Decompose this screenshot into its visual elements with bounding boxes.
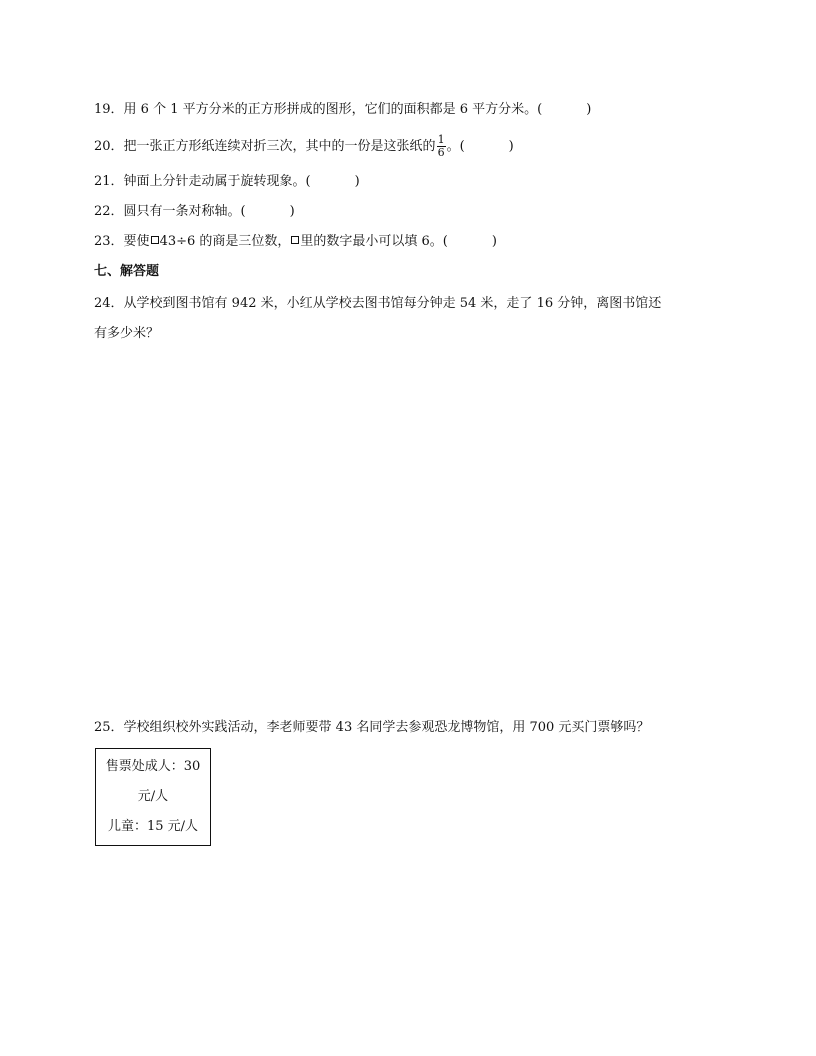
ticket-price-box (95, 748, 211, 846)
close-paren: ) (586, 102, 592, 117)
question-text-before: 要使 (123, 234, 150, 249)
close-paren: ) (354, 174, 360, 189)
question-number: 25． (94, 720, 124, 735)
question-24 (94, 294, 661, 314)
close-paren: ) (289, 204, 295, 219)
question-number: 23． (94, 234, 124, 249)
fraction (437, 134, 446, 159)
question-number: 21． (94, 174, 124, 189)
question-text-line1: 从学校到图书馆有 942 米，小红从学校去图书馆每分钟走 54 米，走了 16 分钟，离图书馆还 (123, 296, 662, 311)
question-text-mid: 43÷6 的商是三位数， (159, 234, 291, 249)
question-19 (94, 100, 591, 120)
question-25 (94, 718, 649, 738)
ticket-line-child: 儿童：15 元/人 (107, 819, 199, 834)
question-text: 用 6 个 1 平方分米的正方形拼成的图形，它们的面积都是 6 平方分米。( (123, 102, 543, 117)
close-paren: ) (491, 234, 497, 249)
square-placeholder-icon (291, 236, 299, 244)
question-text: 把一张正方形纸连续对折三次，其中的一份是这张纸的 (123, 139, 436, 154)
question-22 (94, 202, 295, 222)
close-paren: ) (508, 139, 514, 154)
ticket-line-adult: 售票处成人：30 (105, 759, 201, 774)
square-placeholder-icon (151, 236, 159, 244)
section-heading: 七、解答题 (94, 264, 160, 279)
fraction-denominator: 6 (437, 146, 445, 159)
question-number: 24． (94, 296, 124, 311)
question-24-line2: 有多少米？ (94, 326, 160, 341)
question-text: 钟面上分针走动属于旋转现象。( (123, 174, 311, 189)
fraction-numerator: 1 (437, 133, 445, 146)
question-number: 20． (94, 139, 124, 154)
question-number: 22． (94, 204, 124, 219)
question-text: 圆只有一条对称轴。( (123, 204, 246, 219)
question-number: 19． (94, 102, 124, 117)
ticket-line-unit: 元/人 (137, 789, 169, 804)
question-text-after: 里的数字最小可以填 6。( (300, 234, 448, 249)
question-23 (94, 232, 497, 252)
question-text: 学校组织校外实践活动，李老师要带 43 名同学去参观恐龙博物馆，用 700 元买门票够吗？ (123, 720, 650, 735)
question-21 (94, 172, 360, 192)
question-text-after: 。( (446, 139, 465, 154)
question-20 (94, 134, 514, 160)
